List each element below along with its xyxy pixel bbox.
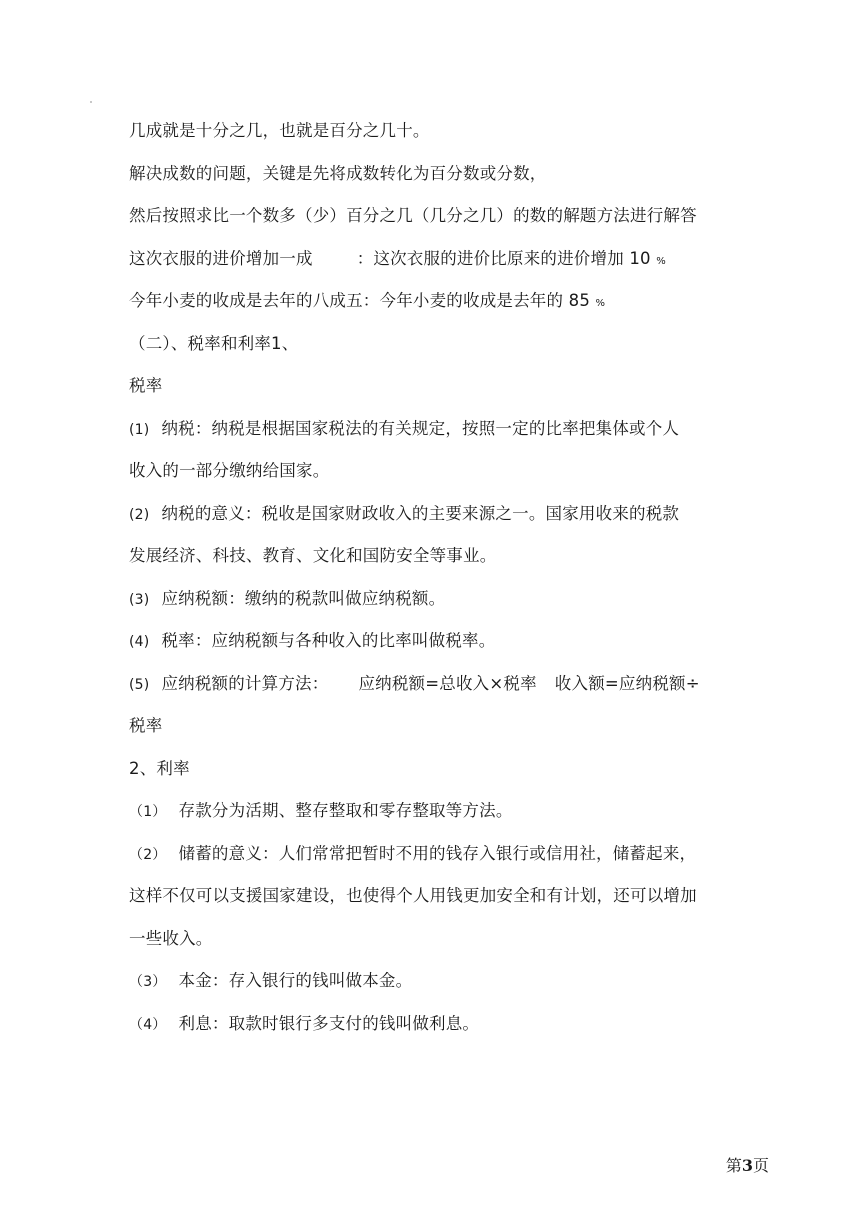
text: 发展经济、科技、教育、文化和国防安全等事业。	[129, 546, 497, 565]
text: 纳税的意义：税收是国家财政收入的主要来源之一。国家用收来的税款	[161, 503, 680, 523]
paragraph	[129, 195, 739, 238]
paragraph	[129, 450, 739, 493]
text: 税率：应纳税额与各种收入的比率叫做税率。	[161, 631, 496, 650]
section-heading	[129, 748, 739, 791]
item-number: （3）	[129, 974, 167, 990]
text: 存款分为活期、整存整取和零存整取等方法。	[178, 801, 513, 820]
text: 今年小麦的收成是去年的八成五：今年小麦的收成是去年的 85	[129, 291, 591, 310]
text: 2、利率	[129, 758, 190, 778]
paragraph	[129, 238, 739, 281]
paragraph	[129, 875, 739, 918]
formula: 收入额=应纳税额÷	[554, 673, 700, 693]
section-heading	[129, 323, 739, 366]
item-number: （2）	[129, 846, 167, 863]
percent-sign: %	[656, 255, 666, 267]
text: ：这次衣服的进价比原来的进价增加 10	[356, 248, 651, 268]
section-heading	[129, 365, 739, 408]
item-number: (5)	[129, 676, 150, 693]
list-item	[129, 493, 739, 536]
list-item	[129, 578, 739, 621]
page-footer	[726, 1153, 769, 1176]
paragraph	[129, 153, 739, 196]
text: 解决成数的问题，关键是先将成数转化为百分数或分数，	[129, 163, 547, 183]
text: 纳税：纳税是根据国家税法的有关规定，按照一定的比率把集体或个人	[161, 418, 680, 438]
text: 税率	[129, 376, 163, 395]
body-text	[129, 110, 739, 1045]
paragraph	[129, 280, 739, 323]
text: （二）、税率和利率1、	[129, 333, 299, 353]
page-label-suffix: 页	[752, 1156, 769, 1175]
item-number: (1)	[129, 421, 150, 438]
list-item	[129, 790, 739, 833]
text: 收入的一部分缴纳给国家。	[129, 461, 330, 480]
list-item	[129, 663, 739, 706]
list-item	[129, 620, 739, 663]
page-number: 3	[741, 1156, 753, 1175]
item-number: (4)	[129, 634, 150, 650]
text: 一些收入。	[129, 928, 213, 948]
paragraph	[129, 918, 739, 961]
text: 应纳税额的计算方法：	[161, 673, 329, 693]
list-item	[129, 1003, 739, 1046]
percent-sign: %	[595, 298, 606, 309]
text: 利息：取款时银行多支付的钱叫做利息。	[178, 1013, 480, 1033]
text: 然后按照求比一个数多（少）百分之几（几分之几）的数的解题方法进行解答	[129, 206, 697, 225]
text: 这样不仅可以支援国家建设，也使得个人用钱更加安全和有计划，还可以增加	[129, 886, 697, 905]
text: 本金：存入银行的钱叫做本金。	[178, 971, 413, 990]
item-number: （4）	[129, 1016, 167, 1033]
text: 税率	[129, 716, 163, 735]
item-number: (3)	[129, 591, 150, 608]
text: 这次衣服的进价增加一成	[129, 248, 313, 268]
list-item	[129, 960, 739, 1003]
item-number: （1）	[129, 804, 167, 820]
item-number: (2)	[129, 506, 150, 523]
paragraph	[129, 110, 739, 153]
formula: 应纳税额=总收入×税率	[358, 673, 537, 693]
page-label-prefix: 第	[725, 1156, 742, 1175]
list-item	[129, 408, 739, 451]
text: 储蓄的意义：人们常常把暂时不用的钱存入银行或信用社，储蓄起来，	[178, 843, 697, 863]
list-item	[129, 833, 739, 876]
paragraph	[129, 535, 739, 578]
text: 应纳税额：缴纳的税款叫做应纳税额。	[161, 588, 446, 608]
text: 几成就是十分之几，也就是百分之几十。	[129, 121, 430, 140]
page-mark	[90, 101, 92, 103]
paragraph	[129, 705, 739, 748]
